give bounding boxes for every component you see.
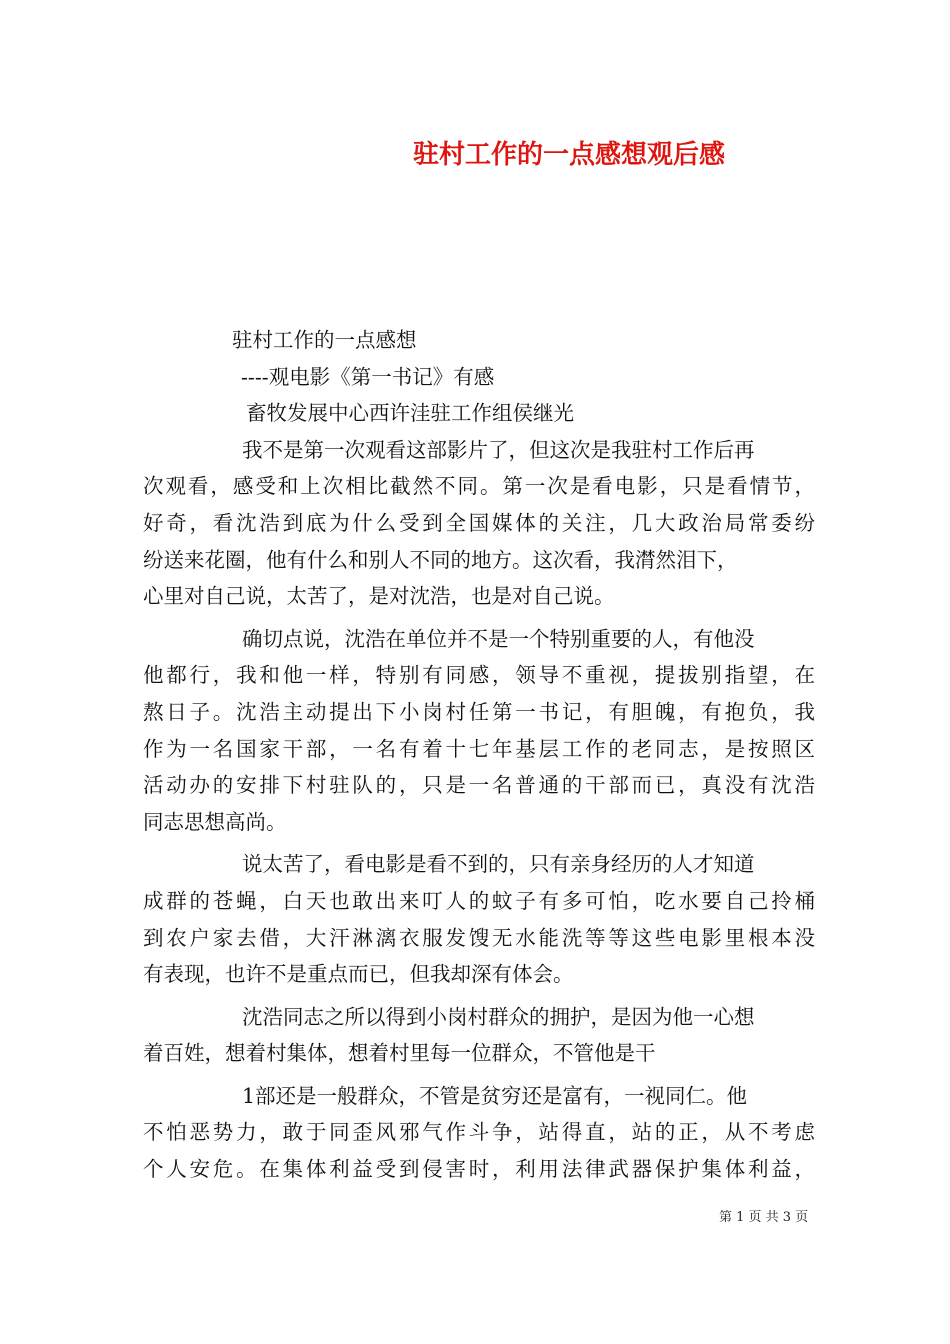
paragraph-1 <box>143 432 815 615</box>
paragraph-line: 着百姓，想着村集体，想着村里每一位群众，不管他是干 <box>143 1041 656 1066</box>
paragraph-line: 1部还是一般群众，不管是贫穷还是富有，一视同仁。他 <box>242 1083 748 1108</box>
paragraph-3 <box>143 846 815 992</box>
paragraph-line: 好奇，看沈浩到底为什么受到全国媒体的关注，几大政治局常委纷 <box>143 510 815 535</box>
paragraph-line: 说太苦了，看电影是看不到的，只有亲身经历的人才知道 <box>242 852 755 877</box>
heading-line: 驻村工作的一点感想 <box>232 328 417 352</box>
author-line: 畜牧发展中心西许洼驻工作组侯继光 <box>246 401 574 426</box>
paragraph-line: 熬日子。沈浩主动提出下小岗村任第一书记，有胆魄，有抱负，我 <box>143 699 815 724</box>
paragraph-line: 成群的苍蝇，白天也敢出来叮人的蚊子有多可怕，吃水要自己拎桶 <box>143 888 815 913</box>
subheading-line: ----观电影《第一书记》有感 <box>241 364 495 389</box>
page-footer: 第 1 页 共 3 页 <box>719 1210 809 1225</box>
paragraph-2 <box>143 621 815 841</box>
paragraph-5 <box>143 1078 815 1188</box>
paragraph-line: 个人安危。在集体利益受到侵害时，利用法律武器保护集体利益， <box>143 1157 815 1182</box>
paragraph-line: 确切点说，沈浩在单位并不是一个特别重要的人，有他没 <box>242 626 755 651</box>
paragraph-line: 他都行，我和他一样，特别有同感，领导不重视，提拔别指望，在 <box>143 663 815 688</box>
paragraph-line: 我不是第一次观看这部影片了，但这次是我驻村工作后再 <box>242 437 755 462</box>
paragraph-4 <box>143 999 815 1072</box>
paragraph-line: 次观看，感受和上次相比截然不同。第一次是看电影，只是看情节， <box>143 474 815 499</box>
paragraph-line: 到农户家去借，大汗淋漓衣服发馊无水能洗等等这些电影里根本没 <box>143 925 815 950</box>
paragraph-line: 沈浩同志之所以得到小岗村群众的拥护，是因为他一心想 <box>242 1004 755 1029</box>
document-title: 驻村工作的一点感想观后感 <box>413 140 726 170</box>
paragraph-line: 有表现，也许不是重点而已，但我却深有体会。 <box>143 962 574 987</box>
paragraph-line: 纷送来花圈，他有什么和别人不同的地方。这次看，我潸然泪下， <box>143 547 738 572</box>
document-body <box>143 322 815 1188</box>
paragraph-line: 活动办的安排下村驻队的，只是一名普通的干部而已，真没有沈浩 <box>143 773 815 798</box>
paragraph-line: 同志思想高尚。 <box>143 809 287 834</box>
paragraph-line: 作为一名国家干部，一名有着十七年基层工作的老同志，是按照区 <box>143 736 815 761</box>
paragraph-line: 不怕恶势力，敢于同歪风邪气作斗争，站得直，站的正，从不考虑 <box>143 1120 815 1145</box>
paragraph-line: 心里对自己说，太苦了，是对沈浩，也是对自己说。 <box>143 584 615 609</box>
